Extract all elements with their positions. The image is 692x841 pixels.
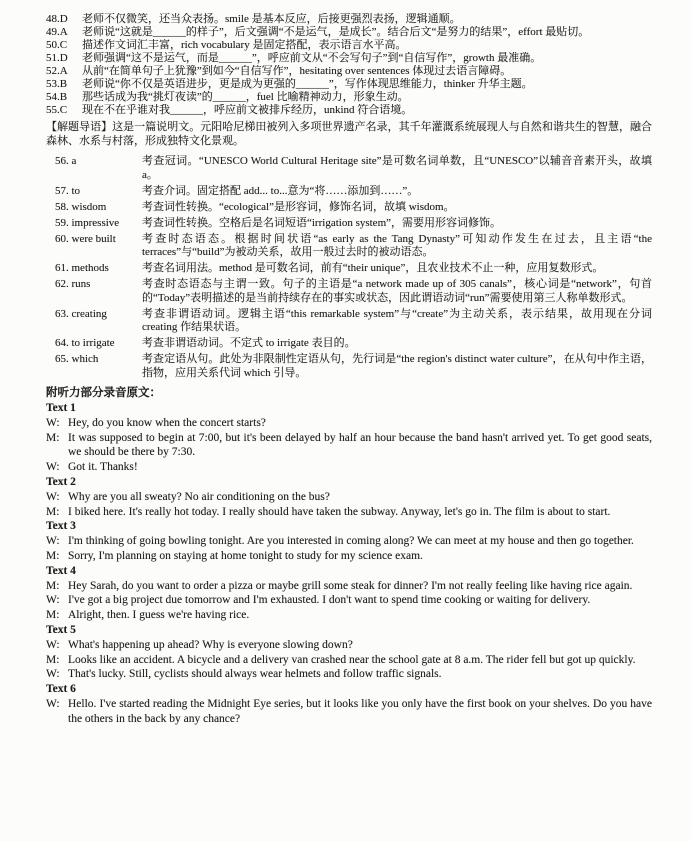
grammar-item bbox=[46, 233, 652, 260]
item-explanation: 考查介词。固定搭配 add... to...意为“将……添加到……”。 bbox=[142, 184, 419, 197]
dialogue-line bbox=[46, 608, 652, 623]
speaker-label: M: bbox=[46, 579, 60, 592]
speaker-label: M: bbox=[46, 549, 60, 562]
item-number-answer: 59. impressive bbox=[55, 216, 120, 229]
answer-number: 54.B bbox=[46, 91, 68, 103]
speaker-label: W: bbox=[46, 697, 60, 710]
dialogue-text: That's lucky. Still, cyclists should always wear helmets and follow traffic signals. bbox=[68, 668, 442, 681]
answer-text: 老师强调“这不是运气，而是______”，呼应前文从“不会写句子”到“自信写作”，growth 最准确。 bbox=[82, 52, 542, 64]
grammar-item bbox=[46, 217, 652, 231]
transcript-title: Text 4 bbox=[46, 564, 76, 577]
listening-transcript-heading: 附听力部分录音原文： bbox=[46, 387, 161, 399]
transcript-title: Text 3 bbox=[46, 520, 76, 533]
item-number-answer: 62. runs bbox=[55, 278, 91, 290]
dialogue-text: Alright, then. I guess we're having rice. bbox=[68, 609, 250, 622]
dialogue-line bbox=[46, 460, 652, 475]
dialogue-line bbox=[46, 549, 652, 564]
item-number-answer: 64. to irrigate bbox=[55, 337, 115, 349]
transcript-block bbox=[46, 682, 652, 726]
speaker-label: W: bbox=[46, 594, 60, 607]
answer-line bbox=[46, 104, 652, 117]
grammar-item bbox=[46, 278, 652, 305]
dialogue-line bbox=[46, 490, 652, 505]
answer-number: 53.B bbox=[46, 78, 68, 90]
dialogue-line bbox=[46, 653, 652, 668]
answer-text: 那些话成为我“挑灯夜读”的______，fuel 比喻精神动力，形象生动。 bbox=[82, 91, 409, 103]
grammar-item bbox=[46, 308, 652, 335]
grammar-item bbox=[46, 155, 652, 182]
speaker-label: M: bbox=[46, 505, 60, 518]
grammar-fill-items-56-65 bbox=[46, 155, 652, 380]
transcript-block bbox=[46, 519, 652, 563]
speaker-label: W: bbox=[46, 490, 60, 503]
item-explanation: 考查时态语态。根据时间状语“as early as the Tang Dynasty”可知动作发生在过去，且主语“the terraces”与“build”为被动关系，故用一般过去时的被动语态。 bbox=[142, 232, 652, 258]
dialogue-text: Hey, do you know when the concert starts? bbox=[68, 416, 266, 429]
dialogue-text: Why are you all sweaty? No air conditioning on the bus? bbox=[68, 490, 330, 503]
item-explanation: 考查非谓语动词。不定式 to irrigate 表目的。 bbox=[142, 337, 356, 349]
grammar-item bbox=[46, 337, 652, 351]
speaker-label: M: bbox=[46, 431, 60, 444]
transcript-title: Text 6 bbox=[46, 683, 76, 696]
dialogue-text: It was supposed to begin at 7:00, but it's been delayed by half an hour because the band hasn't arrived yet. To get good seats, we should be there by 7:30. bbox=[68, 431, 652, 459]
dialogue-line bbox=[46, 638, 652, 653]
transcript-block bbox=[46, 401, 652, 475]
item-number-answer: 61. methods bbox=[55, 262, 109, 274]
dialogue-text: Looks like an accident. A bicycle and a delivery van crashed near the school gate at 8 a.m. The rider fell but got up quickly. bbox=[68, 653, 636, 666]
answer-text: 描述作文词汇丰富，rich vocabulary 是固定搭配，表示语言水平高。 bbox=[82, 39, 407, 51]
item-number-answer: 58. wisdom bbox=[55, 200, 107, 213]
speaker-label: W: bbox=[46, 461, 60, 474]
dialogue-text: I've got a big project due tomorrow and I'm exhausted. I don't want to spend time cooking or waiting for delivery. bbox=[68, 594, 591, 607]
grammar-item bbox=[46, 353, 652, 380]
answer-number: 49.A bbox=[46, 26, 68, 38]
answer-number: 48.D bbox=[46, 13, 68, 25]
dialogue-text: I biked here. It's really hot today. I really should have taken the subway. Anyway, let's go in. The film is about to start. bbox=[68, 505, 611, 518]
answer-number: 50.C bbox=[46, 39, 68, 51]
dialogue-line bbox=[46, 416, 652, 431]
dialogue-text: Hey Sarah, do you want to order a pizza or maybe grill some steak for dinner? I'm not really feeling like having rice again. bbox=[68, 579, 633, 592]
speaker-label: W: bbox=[46, 535, 60, 548]
dialogue-line bbox=[46, 593, 652, 608]
item-explanation: 考查名词用法。method 是可数名词，前有“their unique”，且农业技术不止一种，应用复数形式。 bbox=[142, 262, 604, 274]
dialogue-text: I'm thinking of going bowling tonight. Are you interested in coming along? We can meet at my house and then go together. bbox=[68, 535, 634, 548]
speaker-label: M: bbox=[46, 653, 60, 666]
dialogue-line bbox=[46, 431, 652, 461]
listening-transcripts bbox=[46, 401, 652, 727]
answer-number: 55.C bbox=[46, 104, 68, 116]
answer-line bbox=[46, 39, 652, 52]
dialogue-line bbox=[46, 579, 652, 594]
item-number-answer: 63. creating bbox=[55, 307, 107, 320]
reading-guide-paragraph: 【解题导语】这是一篇说明文。元阳哈尼梯田被列入多项世界遗产名录，其千年灌溉系统展现人与自然和谐共生的智慧，融合森林、水系与村落，形成独特文化景观。 bbox=[46, 121, 652, 147]
answer-line bbox=[46, 65, 652, 78]
transcript-title: Text 2 bbox=[46, 475, 76, 488]
answer-explanations-48-55 bbox=[46, 13, 652, 117]
grammar-item bbox=[46, 201, 652, 215]
transcript-block bbox=[46, 623, 652, 682]
dialogue-line bbox=[46, 697, 652, 727]
dialogue-line bbox=[46, 534, 652, 549]
dialogue-text: Got it. Thanks! bbox=[68, 461, 138, 474]
dialogue-text: Sorry, I'm planning on staying at home tonight to study for my science exam. bbox=[68, 549, 423, 562]
speaker-label: W: bbox=[46, 416, 60, 429]
answer-line bbox=[46, 13, 652, 26]
answer-text: 老师不仅微笑，还当众表扬。smile 是基本反应，后接更强烈表扬，逻辑通顺。 bbox=[82, 13, 461, 25]
transcript-block bbox=[46, 564, 652, 623]
grammar-item bbox=[46, 262, 652, 276]
dialogue-text: Hello. I've started reading the Midnight Eye series, but it looks like you only have the first book on your shelves. Do you have the others in the back by any chance? bbox=[68, 697, 652, 725]
answer-line bbox=[46, 78, 652, 91]
answer-text: 老师说“这就是______的样子”，后文强调“不是运气，是成长”。结合后文“是努力的结果”，effort 最贴切。 bbox=[82, 26, 590, 38]
transcript-title: Text 5 bbox=[46, 623, 76, 636]
answer-text: 老师说“你不仅是英语进步，更是成为更强的______”，写作体现思维能力，thinker 升华主题。 bbox=[82, 78, 533, 90]
item-explanation: 考查词性转换。“ecological”是形容词，修饰名词，故填 wisdom。 bbox=[142, 200, 455, 213]
answer-line bbox=[46, 26, 652, 39]
item-number-answer: 57. to bbox=[55, 184, 81, 197]
answer-line bbox=[46, 52, 652, 65]
answer-line bbox=[46, 91, 652, 104]
dialogue-line bbox=[46, 505, 652, 520]
transcript-block bbox=[46, 475, 652, 519]
answer-text: 现在不在乎谁对我______，呼应前文被排斥经历，unkind 符合语境。 bbox=[82, 104, 413, 116]
item-number-answer: 65. which bbox=[55, 353, 99, 365]
item-number-answer: 60. were built bbox=[55, 232, 116, 245]
transcript-title: Text 1 bbox=[46, 402, 76, 414]
item-number-answer: 56. a bbox=[55, 155, 77, 167]
item-explanation: 考查时态语态与主谓一致。句子的主语是“a network made up of 305 canals”，核心词是“network”，句首的“Today”表明描述的是当前持续存在的事实或状态，因此谓语动词“run”需要使用第三人称单数形式。 bbox=[142, 278, 652, 304]
speaker-label: W: bbox=[46, 668, 60, 681]
item-explanation: 考查定语从句。此处为非限制性定语从句，先行词是“the region's distinct water culture”，在从句中作主语，指物，应用关系代词 which 引导。 bbox=[142, 353, 652, 379]
item-explanation: 考查词性转换。空格后是名词短语“irrigation system”，需要用形容词修饰。 bbox=[142, 216, 502, 229]
dialogue-text: What's happening up ahead? Why is everyone slowing down? bbox=[68, 638, 353, 651]
item-explanation: 考查冠词。“UNESCO World Cultural Heritage site”是可数名词单数，且“UNESCO”以辅音音素开头，故填 a。 bbox=[142, 155, 652, 181]
answer-number: 51.D bbox=[46, 52, 68, 64]
item-explanation: 考查非谓语动词。逻辑主语“this remarkable system”与“create”为主动关系，表示结果，故用现在分词 creating 作结果状语。 bbox=[142, 307, 652, 333]
speaker-label: W: bbox=[46, 638, 60, 651]
dialogue-line bbox=[46, 667, 652, 682]
answer-number: 52.A bbox=[46, 65, 68, 77]
speaker-label: M: bbox=[46, 609, 60, 622]
grammar-item bbox=[46, 185, 652, 199]
answer-text: 从前“在简单句子上犹豫”到如今“自信写作”，hesitating over sentences 体现过去语言障碍。 bbox=[82, 65, 512, 77]
